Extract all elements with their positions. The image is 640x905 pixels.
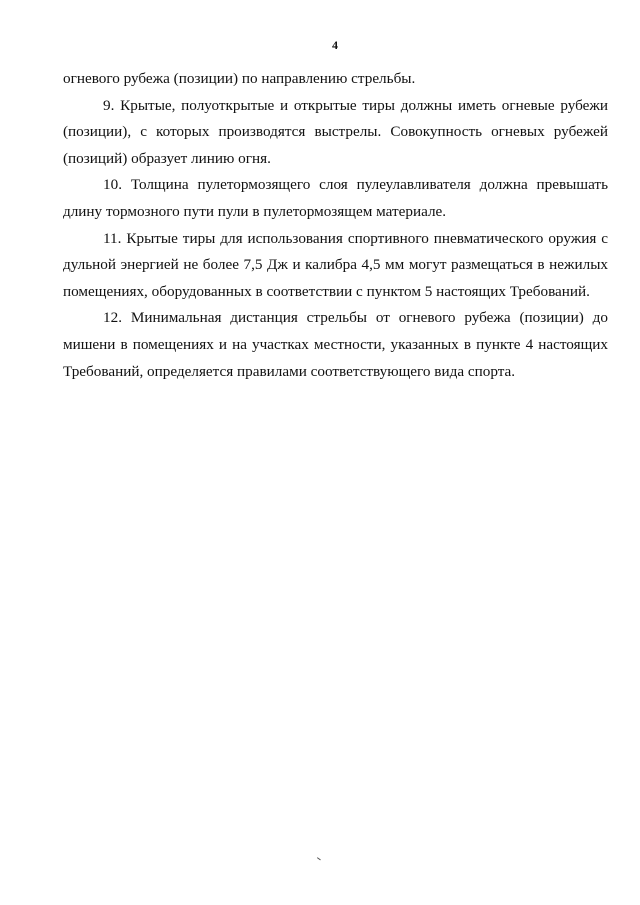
paragraph bbox=[63, 305, 608, 385]
text-line: Требований, определяется правилами соответствующего вида спорта. bbox=[63, 362, 516, 380]
paragraph bbox=[63, 66, 608, 93]
scan-speck bbox=[315, 857, 321, 863]
paragraph bbox=[63, 93, 608, 173]
text-line: 12. Минимальная дистанция стрельбы от огневого рубежа (позиции) до bbox=[103, 309, 608, 327]
text-line: огневого рубежа (позиции) по направлению стрельбы. bbox=[63, 70, 416, 87]
text-line: 11. Крытые тиры для использования спортивного пневматического оружия с bbox=[103, 229, 608, 247]
paragraph bbox=[63, 172, 608, 225]
text-line: помещениях, оборудованных в соответствии с пунктом 5 настоящих Требований. bbox=[63, 282, 590, 300]
text-line: 10. Толщина пулетормозящего слоя пулеулавливателя должна превышать bbox=[103, 176, 608, 194]
text-line: мишени в помещениях и на участках местности, указанных в пункте 4 настоящих bbox=[63, 335, 608, 353]
text-line: (позиции), с которых производятся выстрелы. Совокупность огневых рубежей bbox=[63, 123, 608, 141]
paragraph bbox=[63, 226, 608, 306]
text-line: дульной энергией не более 7,5 Дж и калибра 4,5 мм могут размещаться в нежилых bbox=[63, 256, 608, 274]
document-body bbox=[63, 66, 608, 385]
text-line: длину тормозного пути пули в пулетормозящем материале. bbox=[63, 202, 447, 220]
text-line: 9. Крытые, полуоткрытые и открытые тиры должны иметь огневые рубежи bbox=[103, 96, 608, 114]
page-number: 4 bbox=[332, 38, 338, 52]
text-line: (позиций) образует линию огня. bbox=[63, 149, 271, 167]
